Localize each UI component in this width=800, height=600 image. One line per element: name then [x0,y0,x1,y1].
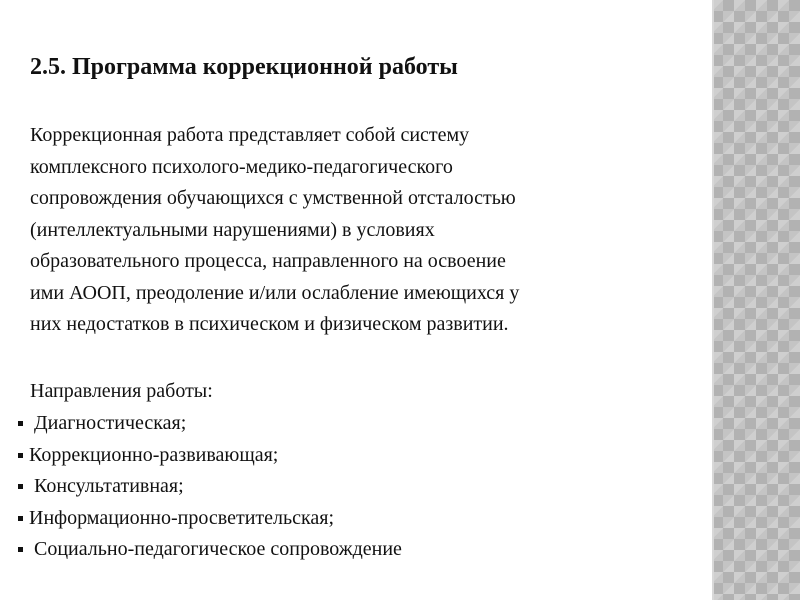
paragraph-line: (интеллектуальными нарушениями) в условиях [30,218,435,241]
directions-title: Направления работы: [30,380,213,402]
list-item [18,440,402,472]
square-bullet-icon [18,421,23,426]
direction-label: Информационно-просветительская; [29,506,335,529]
paragraph-line: сопровождения обучающихся с умственной отсталостью [30,187,516,209]
square-bullet-icon [18,484,23,489]
list-item [18,408,402,440]
list-item [18,534,402,566]
slide-heading: 2.5. Программа коррекционной работы [30,54,458,80]
square-bullet-icon [18,516,23,521]
decorative-pattern-strip [712,0,800,600]
direction-label: Коррекционно-развивающая; [29,443,279,466]
direction-label: Социально-педагогическое сопровождение [34,538,402,560]
paragraph-line: них недостатков в психическом и физическом развитии. [30,313,509,335]
paragraph-line: Коррекционная работа представляет собой систему [30,124,470,146]
paragraph-line: комплексного психолого-медико-педагогического [30,155,453,178]
direction-label: Консультативная; [34,475,184,497]
description-paragraph [30,120,702,341]
paragraph-line: ими АООП, преодоление и/или ослабление имеющихся у [30,281,520,304]
pattern-strip-edge [712,0,714,600]
list-item [18,503,402,535]
square-bullet-icon [18,547,23,552]
list-item [18,471,402,503]
square-bullet-icon [18,453,23,458]
directions-list [18,408,402,566]
direction-label: Диагностическая; [34,412,187,434]
paragraph-line: образовательного процесса, направленного на освоение [30,250,506,272]
